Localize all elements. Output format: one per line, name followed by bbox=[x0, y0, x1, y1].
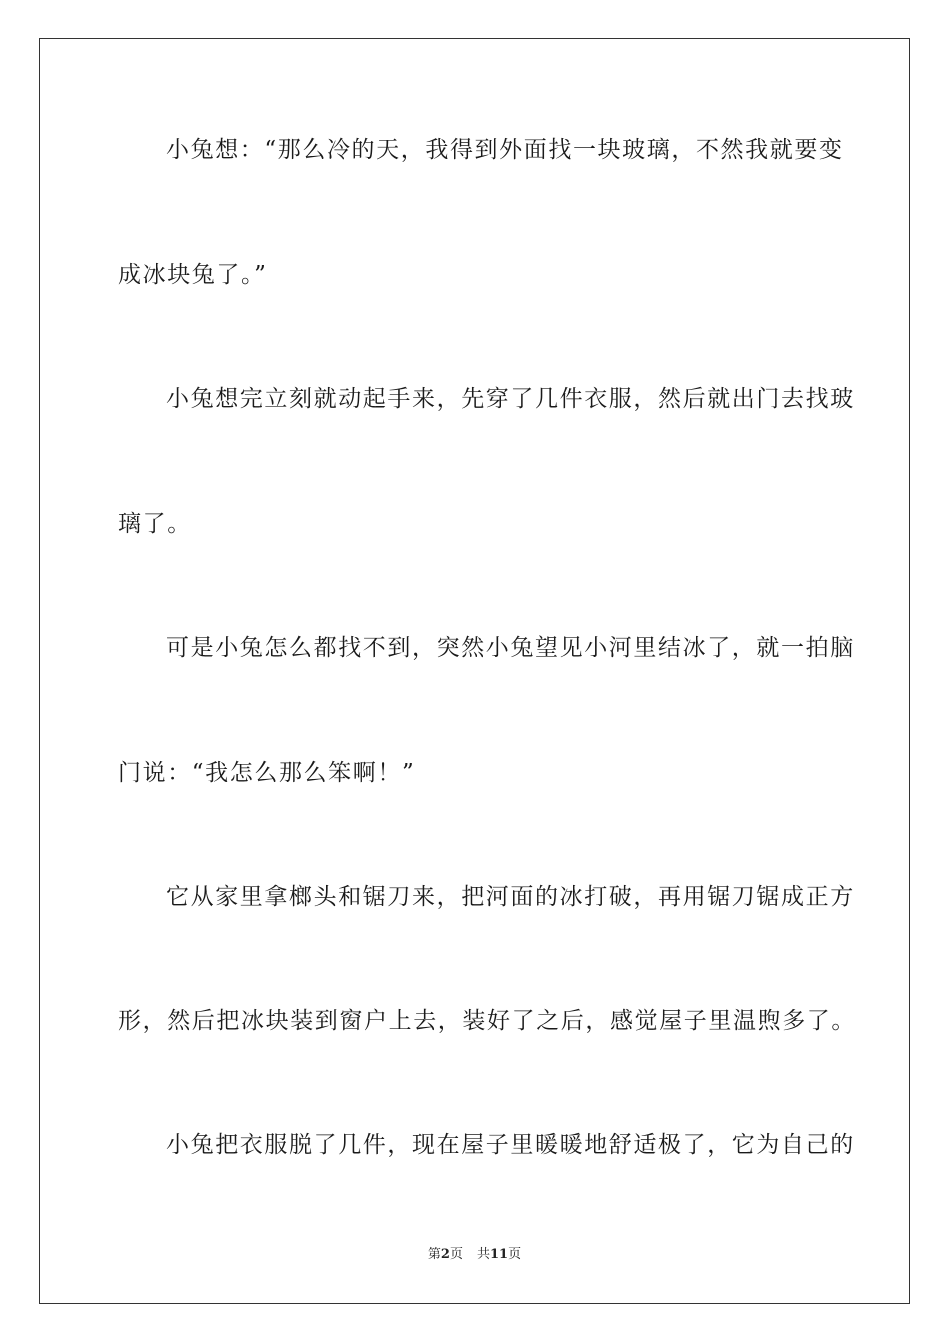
total-suffix: 页 bbox=[508, 1247, 522, 1262]
page-frame bbox=[39, 38, 910, 1304]
paragraph-3-line-2: 门说：“我怎么那么笨啊！” bbox=[118, 760, 416, 786]
page-prefix: 第 bbox=[427, 1247, 441, 1262]
paragraph-2-line-2: 璃了。 bbox=[118, 511, 192, 537]
paragraph-1-line-2: 成冰块兔了。” bbox=[118, 262, 268, 288]
page-footer bbox=[40, 1247, 909, 1263]
total-prefix: 共 bbox=[476, 1247, 490, 1262]
page-number: 2 bbox=[440, 1247, 450, 1262]
paragraph-5-line-1: 小兔把衣服脱了几件，现在屋子里暖暖地舒适极了，它为自己的 bbox=[166, 1132, 855, 1158]
page-suffix: 页 bbox=[449, 1247, 463, 1262]
paragraph-1-line-1: 小兔想：“那么冷的天，我得到外面找一块玻璃，不然我就要变 bbox=[166, 137, 844, 163]
paragraph-4-line-2: 形，然后把冰块装到窗户上去，装好了之后，感觉屋子里温煦多了。 bbox=[118, 1008, 856, 1034]
paragraph-4-line-1: 它从家里拿榔头和锯刀来，把河面的冰打破，再用锯刀锯成正方 bbox=[166, 884, 855, 910]
paragraph-2-line-1: 小兔想完立刻就动起手来，先穿了几件衣服，然后就出门去找玻 bbox=[166, 386, 855, 412]
paragraph-3-line-1: 可是小兔怎么都找不到，突然小兔望见小河里结冰了，就一拍脑 bbox=[166, 635, 855, 661]
total-pages: 11 bbox=[489, 1247, 509, 1262]
